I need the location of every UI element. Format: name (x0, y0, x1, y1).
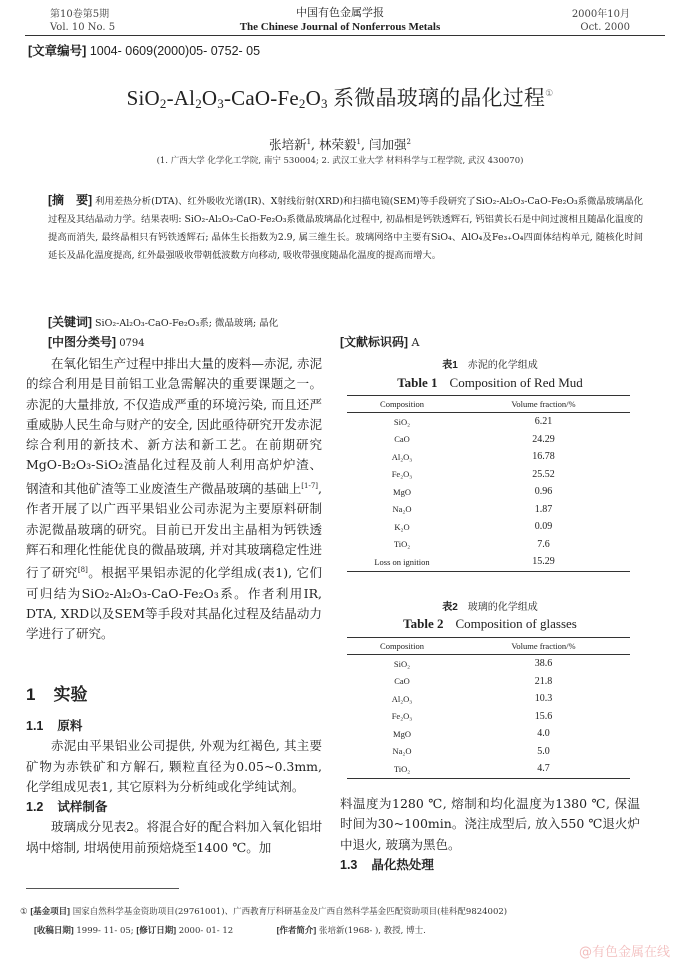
revised-label: [修订日期] (136, 925, 177, 935)
subsection-heading-heat-treatment (340, 855, 640, 875)
table1-cell-composition: K₂O (394, 521, 410, 532)
received-label: [收稿日期] (34, 925, 74, 935)
author-affiliation-mark: 2 (406, 137, 411, 146)
header-divider (25, 35, 665, 36)
table1-row (347, 553, 630, 571)
table2-cell-composition: Al₂O₃ (391, 693, 413, 704)
intro-text: 。根据平果铝赤泥的化学组成(表1), 它们可归结为SiO₂-Al₂O₃-CaO-Fe₂O₃系。作者利用IR, DTA, XRD以及SEM等手段对其晶化过程及结晶动力学进行了研究。 (26, 565, 322, 642)
header-date (572, 8, 630, 34)
table1-cell-composition: TiO₂ (393, 539, 411, 550)
section-title: 实验 (53, 685, 88, 704)
title-formula: 2 (298, 96, 306, 111)
subsection-heading-materials (26, 716, 322, 736)
subsection-title: 试样制备 (57, 800, 108, 815)
title-footnote-mark[interactable]: ① (545, 88, 554, 98)
revised-date: 2000- 01- 12 (178, 926, 234, 936)
table2-row (347, 760, 630, 778)
table1-row (347, 536, 630, 554)
table2-row (347, 655, 630, 673)
table1-cell-fraction: 15.29 (457, 553, 630, 571)
section-1-1 (26, 716, 322, 858)
table2-cell-composition: MgO (393, 728, 411, 739)
document-code-value: A (411, 336, 420, 349)
table1-cell-fraction: 0.96 (534, 486, 553, 498)
footnote (20, 902, 507, 940)
right-column-text (340, 794, 640, 875)
title-formula: O (305, 86, 321, 110)
author-name: 张培新 (269, 137, 307, 152)
table1-cell-fraction: 25.52 (532, 468, 555, 480)
journal-name-en: The Chinese Journal of Nonferrous Metals (239, 21, 441, 33)
header-volume-en: Vol. 10 No. 5 (50, 22, 116, 33)
table1-cell-composition: Loss on ignition (347, 553, 457, 571)
footnote-mark: ① (20, 907, 28, 917)
abstract-label: [摘 要] (48, 193, 93, 207)
document-code-label: [文献标识码] (340, 335, 408, 349)
header-date-en: Oct. 2000 (580, 22, 630, 33)
table2-cell-fraction: 15.6 (534, 710, 553, 722)
table2-title-cn: 玻璃的化学组成 (467, 602, 538, 613)
clc-number (48, 333, 145, 350)
table1-header-fraction: Volume fraction/% (457, 396, 630, 413)
table2 (347, 637, 630, 779)
watermark: @有色金属在线 (578, 945, 670, 960)
author-affiliation-mark: 1 (306, 137, 312, 146)
citation-link[interactable]: [8] (77, 566, 88, 575)
abstract-text: 利用差热分析(DTA)、红外吸收光谱(IR)、X射线衍射(XRD)和扫描电镜(SEM)等手段研究了SiO₂-Al₂O₃-CaO-Fe₂O₃系微晶玻璃晶化过程及其结晶动力学。结果表明: SiO₂-Al₂O₃-CaO-Fe₂O₃系微晶玻璃晶化过程中, 初晶相是钙铁透辉石, 钙铝黄长石是中间过渡相且随晶化温度的提高而消失, 最终晶相只有钙铁透辉石; 晶体生长指数为2.9, 属三维生长。玻璃网络中主要有SiO₄、AlO₄及Fe₃₊O₄四面体结构单元, 随核化时间延长及晶化温度提高, 红外最强吸收带朝低波数方向移动, 吸收带强度随晶化温度的提高而增大。 (48, 196, 643, 261)
table1-cell-fraction: 24.29 (532, 433, 555, 445)
title-formula: SiO (126, 86, 160, 110)
subsection-title: 晶化热处理 (371, 857, 434, 872)
affiliations: (1. 广西大学 化学化工学院, 南宁 530004; 2. 武汉工业大学 材料科学与工程学院, 武汉 430070) (156, 156, 524, 166)
article-number (28, 41, 260, 59)
sample-prep-continued: 料温度为1280 ℃, 熔制和均化温度为1380 ℃, 保温时间为30~100min。浇注成型后, 放入550 ℃退火炉中退火, 玻璃为黑色。 (340, 796, 640, 852)
author-list: 张培新$^1$, 林荣毅$^1$, 闫加强$^2$ (269, 137, 411, 152)
intro-section (26, 354, 322, 644)
table1-row (347, 483, 630, 501)
table1-number-en: Table 1 (397, 375, 438, 390)
table2-number-en: Table 2 (403, 616, 444, 631)
paper-title (0, 82, 680, 112)
table2-row (347, 708, 630, 726)
title-formula: O (201, 86, 218, 110)
table1-cell-fraction: 1.87 (534, 503, 553, 515)
table2-row (347, 743, 630, 761)
subsection-number: 1.2 (26, 800, 44, 815)
author-name: 林荣毅 (319, 137, 357, 152)
table1-cell-fraction: 7.6 (537, 538, 550, 550)
table2-cell-fraction: 5.0 (537, 745, 550, 757)
table2-title-en: Composition of glasses (455, 616, 577, 631)
table2-cell-composition: CaO (394, 676, 410, 687)
author-bio-label: [作者简介] (276, 925, 317, 935)
table1-cell-composition: CaO (394, 434, 410, 445)
citation-link[interactable]: [1-7] (301, 481, 319, 490)
subsection-heading-sample-prep (26, 797, 322, 817)
article-number-label: [文章编号] (28, 44, 87, 58)
table2-cell-fraction: 38.6 (534, 658, 553, 670)
table2-row (347, 690, 630, 708)
intro-text: 在氧化铝生产过程中排出大量的废料—赤泥, 赤泥的综合利用是目前铝工业急需解决的重要课题之一。赤泥的大量排放, 不仅造成严重的环境污染, 而且还严重威胁人民生命与财产的安全, 因此亟待研究开发赤泥综合利用的新技术、新方法和新工艺。在前期研究MgO-B₂O₃-SiO₂渣晶化过程及前人利用高炉炉渣、钢渣和其他矿渣等工业废渣生产微晶玻璃的基础上 (26, 356, 322, 496)
table1-cell-composition: Fe₂O₃ (391, 469, 413, 480)
keywords-text: SiO₂-Al₂O₃-CaO-Fe₂O₃系; 微晶玻璃; 晶化 (95, 318, 279, 329)
table1-cell-fraction: 6.21 (534, 416, 553, 428)
table1-cell-composition: SiO₂ (393, 416, 411, 427)
table1 (347, 395, 630, 572)
fund-text: 国家自然科学基金资助项目(29761001)、广西教育厅科研基金及广西自然科学基金匹配资助项目(桂科配9824002) (72, 907, 508, 917)
table1-caption-cn (340, 356, 640, 371)
intro-paragraph (26, 354, 322, 644)
table1-row (347, 518, 630, 536)
table2-cell-composition: TiO₂ (347, 760, 457, 778)
document-code (340, 333, 419, 350)
title-text: 系微晶玻璃的晶化过程 (327, 86, 546, 110)
table2-cell-fraction: 4.7 (457, 760, 630, 778)
table1-cell-fraction: 16.78 (532, 451, 555, 463)
table2-cell-fraction: 21.8 (534, 675, 553, 687)
subsection-number: 1.3 (340, 857, 358, 872)
author-affiliation-mark: 1 (356, 137, 361, 146)
table1-number-cn: 表1 (442, 360, 458, 371)
table2-row (347, 725, 630, 743)
table2-header-composition: Composition (347, 638, 457, 655)
table1-title-en: Composition of Red Mud (449, 375, 583, 390)
clc-label: [中图分类号] (48, 335, 116, 349)
table2-caption-cn (340, 598, 640, 613)
section-number: 1 (26, 685, 36, 704)
sample-prep-paragraph: 玻璃成分见表2。将混合好的配合料加入氧化铝坩埚中熔制, 坩埚使用前预焙烧至1400 ℃。加 (26, 819, 322, 855)
author-bio: 张培新(1968- ), 教授, 博士. (318, 926, 426, 936)
keywords (48, 313, 278, 330)
table1-cell-composition: Na₂O (392, 504, 412, 515)
table2-cell-composition: Fe₂O₃ (391, 711, 413, 722)
table1-row (347, 413, 630, 431)
table2-number-cn: 表2 (442, 602, 458, 613)
table2-cell-fraction: 4.0 (537, 728, 550, 740)
keywords-label: [关键词] (48, 315, 92, 329)
table1-title-cn: 赤泥的化学组成 (467, 360, 538, 371)
title-formula: -Al (166, 86, 196, 110)
footnote-divider (26, 888, 179, 889)
header-volume-cn: 第10卷第5期 (50, 9, 110, 20)
clc-value: 0794 (119, 338, 145, 349)
title-formula: 2 (195, 96, 202, 111)
header-date-cn: 2000年10月 (571, 9, 630, 20)
journal-name-cn: 中国有色金属学报 (296, 6, 384, 19)
table1-row (347, 431, 630, 449)
section-heading-experiment (26, 680, 87, 705)
footnote-dates (20, 921, 507, 940)
table1-cell-composition: Al₂O₃ (391, 451, 413, 462)
subsection-number: 1.1 (26, 719, 44, 733)
table2-caption-en (340, 616, 640, 632)
table1-row (347, 466, 630, 484)
title-formula: 3 (217, 96, 224, 111)
title-formula: -CaO-Fe (223, 86, 299, 110)
table2-row (347, 673, 630, 691)
table2-cell-composition: Na₂O (392, 746, 412, 757)
intro-text: , 作者开展了以广西平果铝业公司赤泥为主要原料研制赤泥微晶玻璃的研究。目前已开发出主晶相为钙铁透辉石和理化性能优良的微晶玻璃, 并对其玻璃稳定性进行了研究 (26, 480, 322, 581)
table2-cell-composition: SiO₂ (393, 658, 411, 669)
table1-cell-composition: MgO (393, 486, 411, 497)
abstract (48, 191, 643, 265)
footnote-fund (20, 902, 507, 921)
table1-header-composition: Composition (347, 396, 457, 413)
materials-paragraph: 赤泥由平果铝业公司提供, 外观为红褐色, 其主要矿物为赤铁矿和方解石, 颗粒直径为0.05~0.3mm, 化学组成见表1, 其它原料为分析纯或化学纯试剂。 (26, 738, 322, 794)
fund-label: [基金项目] (30, 906, 70, 916)
subsection-title: 原料 (57, 719, 83, 733)
table1-row (347, 501, 630, 519)
table1-caption-en (340, 375, 640, 391)
received-date: 1999- 11- 05; (76, 926, 134, 936)
title-formula: 3 (320, 96, 328, 111)
title-formula: 2 (159, 96, 167, 111)
table1-row (347, 448, 630, 466)
table2-cell-fraction: 10.3 (534, 693, 553, 705)
table2-header-fraction: Volume fraction/% (457, 638, 630, 655)
author-name: 闫加强 (368, 137, 407, 152)
article-number-value: 1004- 0609(2000)05- 0752- 05 (89, 44, 261, 58)
table1-cell-fraction: 0.09 (534, 521, 553, 533)
